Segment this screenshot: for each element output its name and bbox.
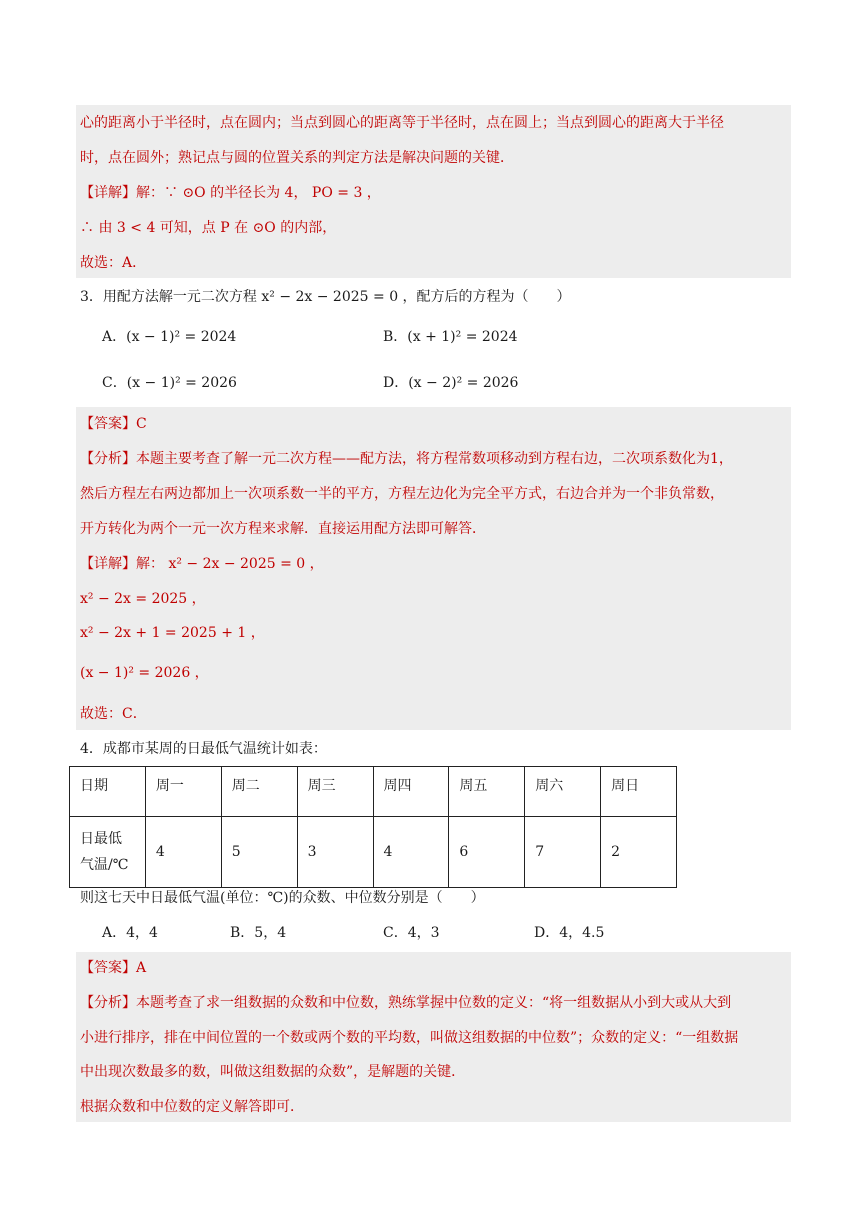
q2-detail-line-2: ∴ 由 3 < 4 可知，点 P 在 ⊙O 的内部，: [80, 220, 337, 236]
q2-analysis-line-1: 心的距离小于半径时，点在圆内；当点到圆心的距离等于半径时，点在圆上；当点到圆心的距离大于半径: [80, 115, 724, 131]
q4-analysis-line-3: 中出现次数最多的数，叫做这组数据的众数”，是解题的关键．: [80, 1064, 466, 1080]
q3-detail-line-2: x² − 2x = 2025 ，: [80, 591, 206, 607]
q3-option-a: A．(x − 1)² = 2024: [102, 329, 237, 345]
q4-analysis-line-1: 【分析】本题考查了求一组数据的众数和中位数，熟练掌握中位数的定义：“将一组数据从小到大或从大到: [80, 995, 732, 1011]
q3-option-d: D．(x − 2)² = 2026: [383, 375, 519, 391]
q2-analysis-line-2: 时，点在圆外；熟记点与圆的位置关系的判定方法是解决问题的关键．: [80, 150, 514, 166]
table-value-row: [70, 817, 677, 888]
q3-analysis-line-1: 【分析】本题主要考查了解一元二次方程——配方法，将方程常数项移动到方程右边，二次项系数化为1，: [80, 451, 733, 467]
table-value-cell: 2: [601, 817, 677, 888]
q3-detail-line-4: (x − 1)² = 2026 ，: [80, 665, 209, 681]
q4-answer: 【答案】A: [80, 960, 147, 976]
q4-option-b: B．5，4: [230, 925, 287, 941]
table-value-cell: 6: [449, 817, 525, 888]
table-value-cell: 5: [221, 817, 297, 888]
q3-option-c: C．(x − 1)² = 2026: [102, 375, 237, 391]
table-row-label-line-2: 气温/℃: [80, 857, 129, 873]
table-header-row: [70, 767, 677, 817]
q2-choice-line: 故选：A．: [80, 255, 147, 271]
temperature-table: [69, 766, 677, 888]
table-value-cell: 4: [145, 817, 221, 888]
q3-detail-line-3: x² − 2x + 1 = 2025 + 1 ，: [80, 625, 265, 641]
q4-stem: 4．成都市某周的日最低气温统计如表：: [80, 741, 327, 757]
q3-answer: 【答案】C: [80, 416, 147, 432]
table-row-label-line-1: 日最低: [80, 831, 122, 847]
q4-analysis-line-2: 小进行排序，排在中间位置的一个数或两个数的平均数，叫做这组数据的中位数”；众数的定义：“一组数据: [80, 1030, 739, 1046]
table-value-cell: 3: [297, 817, 373, 888]
table-day-cell: 周二: [221, 767, 297, 817]
table-day-cell: 周一: [145, 767, 221, 817]
q3-stem: 3．用配方法解一元二次方程 x² − 2x − 2025 = 0 ，配方后的方程为（ ）: [80, 289, 571, 305]
q3-analysis-line-3: 开方转化为两个一元一次方程来求解．直接运用配方法即可解答．: [80, 521, 486, 537]
table-value-cell: 7: [525, 817, 601, 888]
table-day-cell: 周三: [297, 767, 373, 817]
q4-option-a: A．4，4: [102, 925, 158, 941]
table-day-cell: 周日: [601, 767, 677, 817]
q4-analysis-line-4: 根据众数和中位数的定义解答即可．: [80, 1099, 304, 1115]
q4-option-d: D．4，4.5: [534, 925, 605, 941]
table-value-cell: 4: [373, 817, 449, 888]
table-row-label: [70, 817, 146, 888]
table-day-cell: 周六: [525, 767, 601, 817]
q4-question: 则这七天中日最低气温(单位：℃)的众数、中位数分别是（ ）: [80, 890, 485, 906]
table-day-cell: 周五: [449, 767, 525, 817]
table-day-cell: 周四: [373, 767, 449, 817]
q3-analysis-line-2: 然后方程左右两边都加上一次项系数一半的平方，方程左边化为完全平方式，右边合并为一个非负常数，: [80, 486, 724, 502]
q2-detail-line-1: 【详解】解：∵ ⊙O 的半径长为 4， PO = 3 ，: [80, 185, 381, 201]
q3-option-b: B．(x + 1)² = 2024: [383, 329, 518, 345]
q4-option-c: C．4，3: [383, 925, 440, 941]
q3-detail-line-1: 【详解】解： x² − 2x − 2025 = 0 ，: [80, 556, 324, 572]
table-header-label: 日期: [70, 767, 146, 817]
q3-choice-line: 故选：C．: [80, 706, 147, 722]
